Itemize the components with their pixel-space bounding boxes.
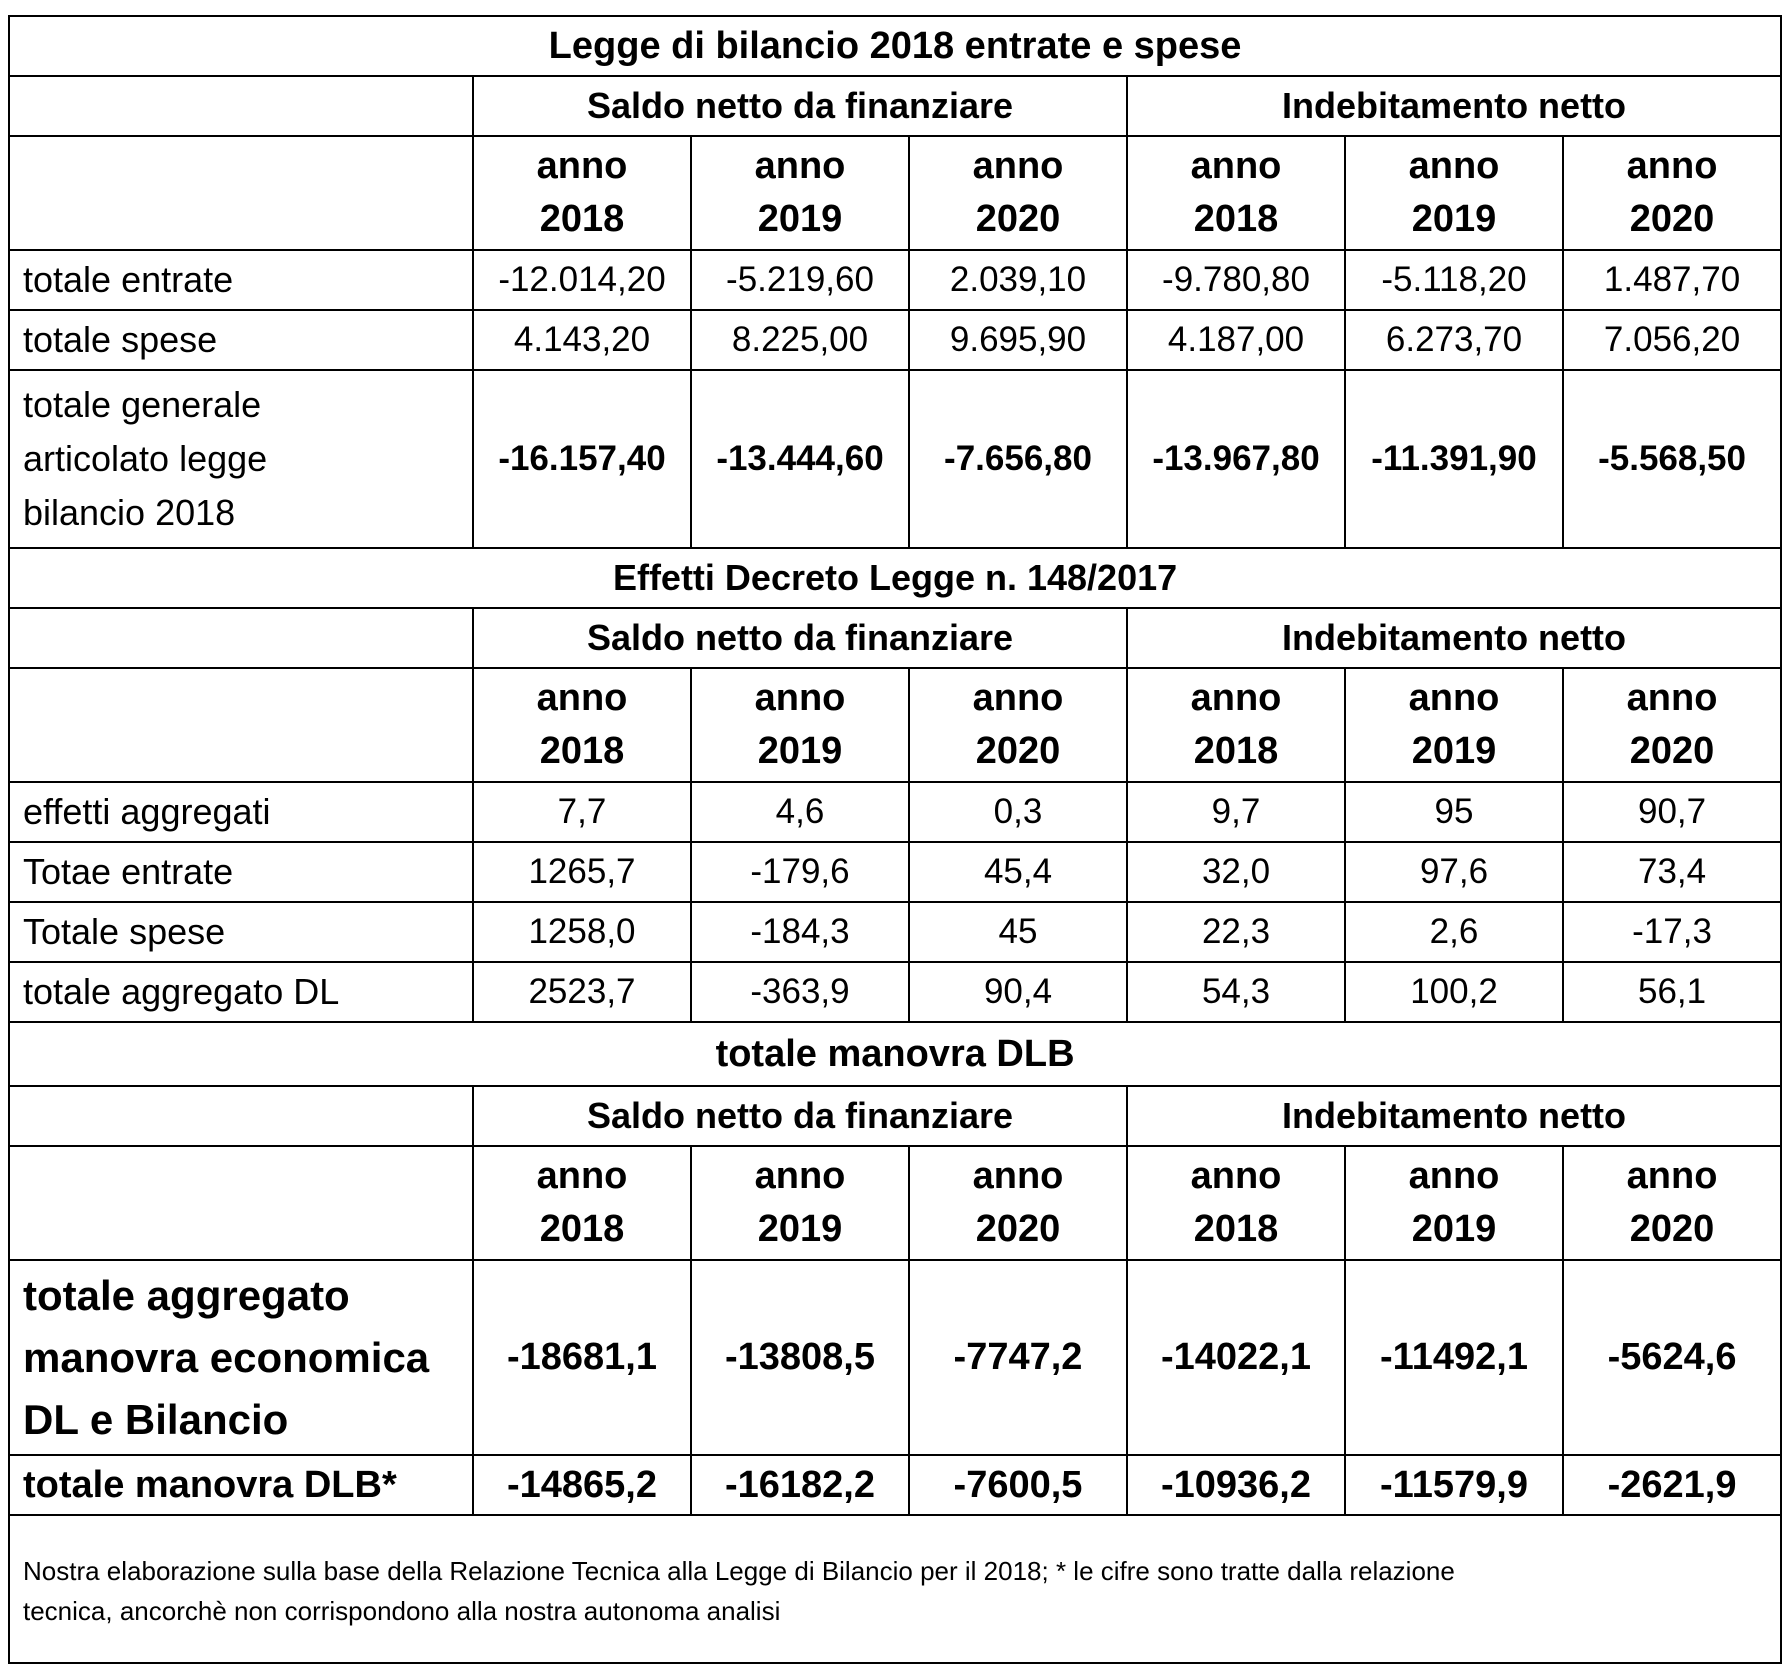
section1-group-empty (9, 76, 473, 136)
row-label: totale spese (9, 310, 473, 370)
year-value: 2018 (1193, 730, 1279, 772)
year-value: 2019 (1411, 1208, 1497, 1250)
section3-title: totale manovra DLB (9, 1022, 1781, 1086)
year-header (473, 136, 691, 250)
year-header (473, 1146, 691, 1260)
year-value: 2019 (1411, 198, 1497, 240)
row-label: Totale spese (9, 902, 473, 962)
year-header (1345, 1146, 1563, 1260)
table-cell: 2,6 (1345, 902, 1563, 962)
table-row (9, 250, 1781, 310)
section3-title-row (9, 1022, 1781, 1086)
row-label: totale aggregato DL (9, 962, 473, 1022)
aggregate-cell: -13808,5 (691, 1260, 909, 1455)
year-value: 2018 (1193, 198, 1279, 240)
row-label: Totae entrate (9, 842, 473, 902)
table-cell: 100,2 (1345, 962, 1563, 1022)
total-label (9, 370, 473, 548)
year-header (1345, 668, 1563, 782)
table-row (9, 842, 1781, 902)
footnote-line: tecnica, ancorchè non corrispondono alla nostra autonoma analisi (23, 1596, 781, 1626)
table-cell: 45,4 (909, 842, 1127, 902)
table-cell: 1258,0 (473, 902, 691, 962)
section1-title: Legge di bilancio 2018 entrate e spese (9, 16, 1781, 76)
section2-group-empty (9, 608, 473, 668)
year-header (1563, 136, 1781, 250)
section1-total-row (9, 370, 1781, 548)
aggregate-label (9, 1260, 473, 1455)
total-cell: -16.157,40 (473, 370, 691, 548)
section2-title-row (9, 548, 1781, 608)
table-cell: 97,6 (1345, 842, 1563, 902)
dlb-cell: -2621,9 (1563, 1455, 1781, 1515)
year-value: 2018 (539, 198, 625, 240)
section2-group-saldo: Saldo netto da finanziare (473, 608, 1127, 668)
aggregate-label-line: DL e Bilancio (23, 1395, 289, 1443)
footnote (9, 1515, 1781, 1663)
aggregate-cell: -11492,1 (1345, 1260, 1563, 1455)
year-word: anno (1190, 145, 1282, 187)
year-word: anno (536, 1155, 628, 1197)
section3-group-row (9, 1086, 1781, 1146)
dlb-cell: -11579,9 (1345, 1455, 1563, 1515)
aggregate-cell: -7747,2 (909, 1260, 1127, 1455)
table-row (9, 782, 1781, 842)
year-value: 2020 (1629, 198, 1715, 240)
section2-title: Effetti Decreto Legge n. 148/2017 (9, 548, 1781, 608)
total-cell: -5.568,50 (1563, 370, 1781, 548)
table-cell: -12.014,20 (473, 250, 691, 310)
year-word: anno (1626, 145, 1718, 187)
year-word: anno (754, 1155, 846, 1197)
section3-aggregate-row (9, 1260, 1781, 1455)
footnote-line: Nostra elaborazione sulla base della Relazione Tecnica alla Legge di Bilancio per il 2018; * le cifre sono tratte dalla relazione (23, 1556, 1455, 1586)
footnote-row (9, 1515, 1781, 1663)
year-header (691, 668, 909, 782)
year-value: 2018 (539, 1208, 625, 1250)
dlb-cell: -10936,2 (1127, 1455, 1345, 1515)
table-cell: 6.273,70 (1345, 310, 1563, 370)
year-header (691, 136, 909, 250)
row-label: effetti aggregati (9, 782, 473, 842)
table-cell: -363,9 (691, 962, 909, 1022)
year-word: anno (754, 145, 846, 187)
year-header (1563, 1146, 1781, 1260)
section1-year-empty (9, 136, 473, 250)
year-header (473, 668, 691, 782)
year-word: anno (1626, 1155, 1718, 1197)
aggregate-cell: -5624,6 (1563, 1260, 1781, 1455)
section3-dlb-row (9, 1455, 1781, 1515)
year-value: 2018 (539, 730, 625, 772)
year-word: anno (972, 145, 1064, 187)
section3-group-saldo: Saldo netto da finanziare (473, 1086, 1127, 1146)
year-word: anno (1190, 1155, 1282, 1197)
year-word: anno (536, 145, 628, 187)
year-word: anno (972, 1155, 1064, 1197)
year-value: 2018 (1193, 1208, 1279, 1250)
table-cell: 0,3 (909, 782, 1127, 842)
table-cell: -17,3 (1563, 902, 1781, 962)
year-value: 2020 (1629, 1208, 1715, 1250)
aggregate-cell: -14022,1 (1127, 1260, 1345, 1455)
year-header (1563, 668, 1781, 782)
year-word: anno (536, 677, 628, 719)
total-cell: -7.656,80 (909, 370, 1127, 548)
dlb-cell: -14865,2 (473, 1455, 691, 1515)
section2-group-row (9, 608, 1781, 668)
year-header (1127, 136, 1345, 250)
section2-group-indebitamento: Indebitamento netto (1127, 608, 1781, 668)
table-row (9, 962, 1781, 1022)
total-cell: -13.967,80 (1127, 370, 1345, 548)
table-cell: -179,6 (691, 842, 909, 902)
dlb-label: totale manovra DLB* (9, 1455, 473, 1515)
table-cell: 1.487,70 (1563, 250, 1781, 310)
table-cell: -184,3 (691, 902, 909, 962)
year-word: anno (1408, 1155, 1500, 1197)
table-cell: 4,6 (691, 782, 909, 842)
table-cell: 9.695,90 (909, 310, 1127, 370)
year-value: 2019 (757, 198, 843, 240)
section2-year-empty (9, 668, 473, 782)
table-cell: 32,0 (1127, 842, 1345, 902)
table-cell: 4.187,00 (1127, 310, 1345, 370)
table-cell: 7.056,20 (1563, 310, 1781, 370)
table-cell: -5.118,20 (1345, 250, 1563, 310)
table-cell: 22,3 (1127, 902, 1345, 962)
year-word: anno (754, 677, 846, 719)
table-cell: 95 (1345, 782, 1563, 842)
year-value: 2019 (757, 730, 843, 772)
table-cell: 73,4 (1563, 842, 1781, 902)
section1-group-row (9, 76, 1781, 136)
budget-table-container (8, 15, 1786, 1664)
table-cell: 8.225,00 (691, 310, 909, 370)
section1-group-indebitamento: Indebitamento netto (1127, 76, 1781, 136)
year-value: 2020 (975, 730, 1061, 772)
table-cell: 90,7 (1563, 782, 1781, 842)
year-header (1127, 668, 1345, 782)
table-cell: 1265,7 (473, 842, 691, 902)
year-value: 2019 (1411, 730, 1497, 772)
section1-title-row (9, 16, 1781, 76)
table-row (9, 310, 1781, 370)
dlb-cell: -7600,5 (909, 1455, 1127, 1515)
table-cell: 56,1 (1563, 962, 1781, 1022)
year-word: anno (1190, 677, 1282, 719)
total-cell: -13.444,60 (691, 370, 909, 548)
table-cell: 90,4 (909, 962, 1127, 1022)
year-word: anno (1408, 677, 1500, 719)
year-word: anno (972, 677, 1064, 719)
section3-group-indebitamento: Indebitamento netto (1127, 1086, 1781, 1146)
dlb-cell: -16182,2 (691, 1455, 909, 1515)
table-cell: 2523,7 (473, 962, 691, 1022)
total-label-line: bilancio 2018 (23, 492, 236, 533)
section2-year-row (9, 668, 1781, 782)
year-value: 2020 (975, 1208, 1061, 1250)
table-cell: 2.039,10 (909, 250, 1127, 310)
section3-year-row (9, 1146, 1781, 1260)
total-label-line: totale generale (23, 384, 262, 425)
table-cell: 9,7 (1127, 782, 1345, 842)
total-cell: -11.391,90 (1345, 370, 1563, 548)
aggregate-label-line: totale aggregato (23, 1271, 350, 1319)
row-label: totale entrate (9, 250, 473, 310)
table-cell: 7,7 (473, 782, 691, 842)
aggregate-label-line: manovra economica (23, 1333, 430, 1381)
year-header (1127, 1146, 1345, 1260)
section3-group-empty (9, 1086, 473, 1146)
section1-year-row (9, 136, 1781, 250)
table-cell: 45 (909, 902, 1127, 962)
aggregate-cell: -18681,1 (473, 1260, 691, 1455)
table-cell: -9.780,80 (1127, 250, 1345, 310)
year-value: 2019 (757, 1208, 843, 1250)
total-label-line: articolato legge (23, 438, 268, 479)
year-header (909, 1146, 1127, 1260)
table-cell: -5.219,60 (691, 250, 909, 310)
year-header (909, 136, 1127, 250)
year-header (909, 668, 1127, 782)
budget-table (8, 15, 1782, 1664)
table-cell: 54,3 (1127, 962, 1345, 1022)
table-cell: 4.143,20 (473, 310, 691, 370)
section1-group-saldo: Saldo netto da finanziare (473, 76, 1127, 136)
year-word: anno (1408, 145, 1500, 187)
table-row (9, 902, 1781, 962)
year-value: 2020 (1629, 730, 1715, 772)
year-value: 2020 (975, 198, 1061, 240)
section3-year-empty (9, 1146, 473, 1260)
year-word: anno (1626, 677, 1718, 719)
year-header (1345, 136, 1563, 250)
year-header (691, 1146, 909, 1260)
